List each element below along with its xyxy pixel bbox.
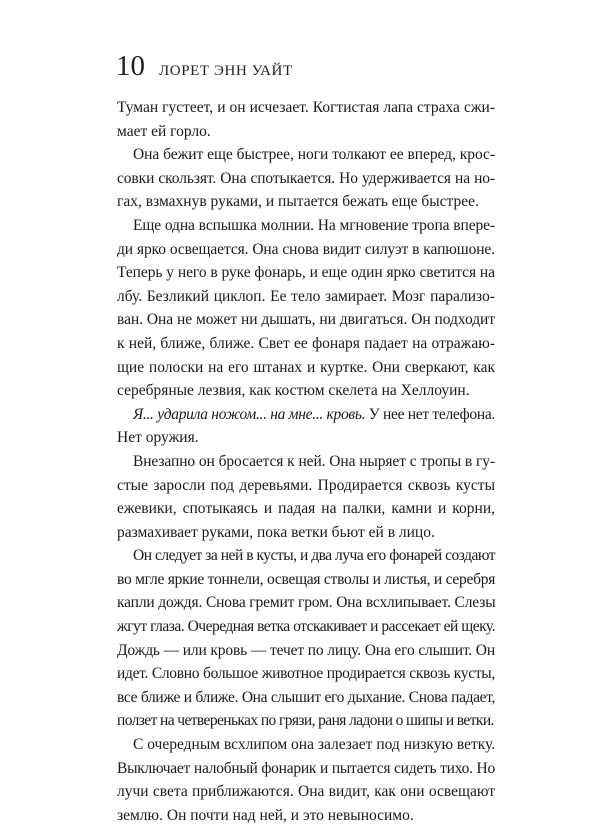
running-title: ЛОРЕТ ЭНН УАЙТ: [159, 63, 293, 79]
text-line: ползет на четвереньках по грязи, раня ладони о шипы и ветки.: [117, 712, 494, 730]
text-line: ван. Она не может ни дышать, ни двигаться. Он подходит: [117, 311, 495, 329]
text-line: совки скользят. Она спотыкается. Но удерживается на но-: [117, 169, 495, 187]
body-text: [117, 96, 495, 827]
text-line: Внезапно он бросается к ней. Она ныряет с тропы в гу-: [133, 452, 495, 470]
text-line: жгут глаза. Очередная ветка отскакивает и рассекает ей щеку.: [117, 618, 495, 636]
text-line: мает ей горло.: [117, 122, 211, 140]
text-line: С очередным всхлипом она залезает под низкую ветку.: [133, 736, 496, 754]
paragraph: [117, 450, 495, 544]
text-line: стые заросли под деревьями. Продирается сквозь кусты: [117, 476, 495, 494]
text-line: ежевики, спотыкаясь и падая на палки, камни и корни,: [117, 500, 495, 518]
text-line: Еще одна вспышка молнии. На мгновение тропа впере-: [133, 216, 495, 234]
text-line: [117, 403, 495, 427]
text-line: к ней, ближе, ближе. Свет ее фонаря падает на отражаю-: [117, 334, 495, 352]
text-line: серебряные лезвия, как костюм скелета на Хеллоуин.: [117, 382, 470, 400]
text-line: землю. Он почти над ней, и это невыносимо.: [117, 806, 414, 824]
text-line: Нет оружия.: [117, 429, 199, 447]
text-line: Туман густеет, и он исчезает. Когтистая лапа страха сжи-: [117, 99, 495, 116]
text-fragment: У нее нет телефона.: [365, 405, 495, 423]
paragraph: [117, 544, 495, 733]
text-line: во мгле яркие тоннели, освещая стволы и листья, и серебря: [117, 570, 496, 588]
paragraph: [117, 143, 495, 214]
text-line: идет. Словно большое животное продирается сквозь кусты,: [117, 665, 495, 683]
text-line: щие полоски на его штанах и куртке. Они сверкают, как: [117, 358, 495, 376]
text-line: капли дождя. Снова гремит гром. Она всхлипывает. Слезы: [117, 594, 496, 612]
text-line: лбу. Безликий циклоп. Ее тело замирает. Мозг парализо-: [117, 287, 495, 305]
text-line: все ближе и ближе. Она слышит его дыхание. Снова падает,: [117, 688, 495, 706]
page-number: 10: [116, 50, 145, 82]
paragraph: [117, 214, 495, 403]
text-line: Дождь — или кровь — течет по лицу. Она его слышит. Он: [117, 641, 495, 659]
text-line: Теперь у него в руке фонарь, и еще один ярко светится на: [117, 264, 495, 282]
italic-speech: Я... ударила ножом... на мне... кровь.: [133, 405, 366, 423]
running-head: [116, 49, 293, 83]
paragraph: [117, 733, 495, 827]
text-line: Он следует за ней в кусты, и два луча его фонарей создают: [133, 547, 495, 565]
paragraph: [117, 403, 495, 450]
text-line: ди ярко освещается. Она снова видит силуэт в капюшоне.: [117, 240, 495, 258]
text-line: гах, взмахнув руками, и пытается бежать еще быстрее.: [117, 193, 479, 211]
text-line: лучи света приближаются. Она видит, как они освещают: [117, 783, 495, 801]
text-line: Выключает налобный фонарик и пытается сидеть тихо. Но: [117, 759, 495, 777]
paragraph: [117, 96, 495, 143]
text-line: Она бежит еще быстрее, ноги толкают ее вперед, крос-: [133, 146, 495, 164]
text-line: размахивает руками, пока ветки бьют ей в лицо.: [117, 523, 435, 541]
